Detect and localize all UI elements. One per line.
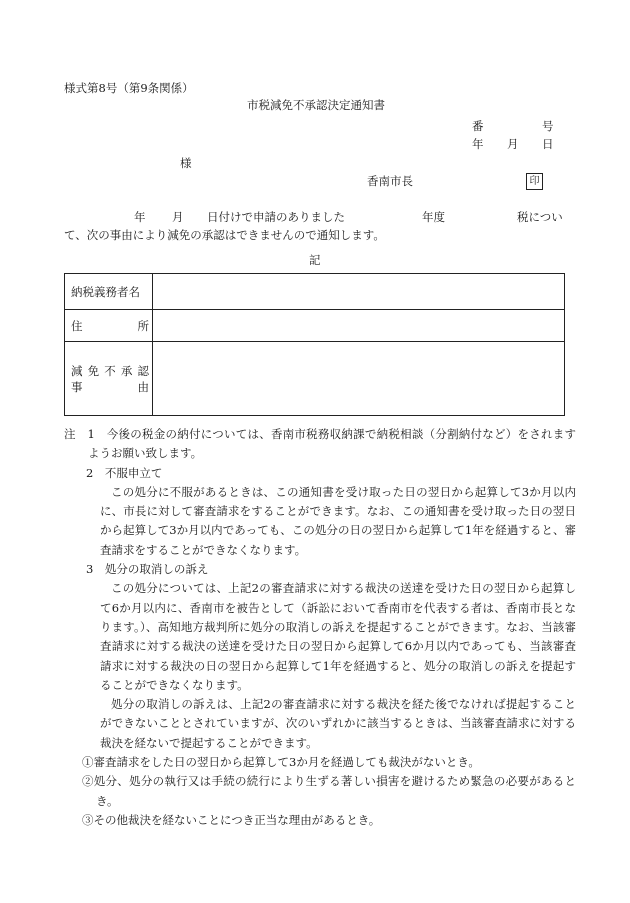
intro-month: 月 xyxy=(172,210,184,224)
label-reason: 減 免 不 承 認 事 由 xyxy=(65,342,153,416)
note-3-body-2: 処分の取消しの訴えは、上記2の審査請求に対する裁決を経た後でなければ提起することができないこととされていますが、次のいずれかに該当するときは、当該審査請求に対する裁決を経ないで提起することができます。 xyxy=(100,697,576,750)
label-address: 住 所 xyxy=(65,310,153,342)
intro-tax: 税につい xyxy=(517,210,563,224)
intro-applied: 日付けで申請のありました xyxy=(207,210,345,224)
value-address[interactable] xyxy=(153,310,565,342)
notes-section xyxy=(64,425,576,830)
table-row xyxy=(65,310,565,342)
intro-year: 年 xyxy=(134,210,146,224)
note-3-body-1: この処分については、上記2の審査請求に対する裁決の送達を受けた日の翌日から起算して6か月以内に、香南市を被告として（訴訟において香南市を代表する者は、香南市長となります。）、高知地方裁判所に処分の取消しの訴えを提起することができます。なお、当該審査請求に対する裁決の送達を受けた日の翌日から起算して6か月以内であっても、当該審査請求に対する裁決の日の翌日から起算して1年を経過すると、処分の取消しの訴えを提起することができなくなります。 xyxy=(100,581,576,692)
number-label: 番 xyxy=(472,119,484,133)
note-2-body: この処分に不服があるときは、この通知書を受け取った日の翌日から起算して3か月以内に、市長に対して審査請求をすることができます。なお、この通知書を受け取った日の翌日から起算して3か月以内であっても、この処分の日の翌日から起算して1年を経過すると、審査請求をすることができなくなります。 xyxy=(100,484,576,557)
date-year: 年 xyxy=(472,137,484,151)
number-suffix: 号 xyxy=(542,119,554,133)
note-2-title: 2 不服申立て xyxy=(86,465,163,480)
note-3-title: 3 処分の取消しの訴え xyxy=(86,562,209,577)
form-number: 様式第8号（第9条関係） xyxy=(64,81,194,95)
note-condition-2: ②処分、処分の執行又は手続の続行により生ずる著しい損害を避けるため緊急の必要があるとき。 xyxy=(82,774,576,808)
date-day: 日 xyxy=(542,137,554,151)
note-condition-3: ③その他裁決を経ないことにつき正当な理由があるとき。 xyxy=(82,812,381,827)
value-reason[interactable] xyxy=(153,342,565,416)
document-title: 市税減免不承認決定通知書 xyxy=(247,98,385,112)
recipient-suffix: 様 xyxy=(180,156,192,170)
intro-fiscal: 年度 xyxy=(422,210,445,224)
value-taxpayer[interactable] xyxy=(153,274,565,310)
table-row xyxy=(65,274,565,310)
table-row xyxy=(65,342,565,416)
seal-mark: 印 xyxy=(526,173,543,190)
note-condition-1: ①審査請求をした日の翌日から起算して3か月を経過しても裁決がないとき。 xyxy=(82,755,480,770)
note-1: 注 1 今後の税金の納付については、香南市税務収納課で納税相談（分割納付など）をされますようお願い致します。 xyxy=(64,427,576,461)
ki-mark: 記 xyxy=(309,253,321,267)
date-month: 月 xyxy=(507,137,519,151)
intro-line2: て、次の事由により減免の承認はできませんので通知します。 xyxy=(64,228,385,242)
detail-table xyxy=(64,273,565,416)
label-taxpayer: 納税義務者名 xyxy=(65,274,153,310)
issuer: 香南市長 xyxy=(367,174,413,188)
